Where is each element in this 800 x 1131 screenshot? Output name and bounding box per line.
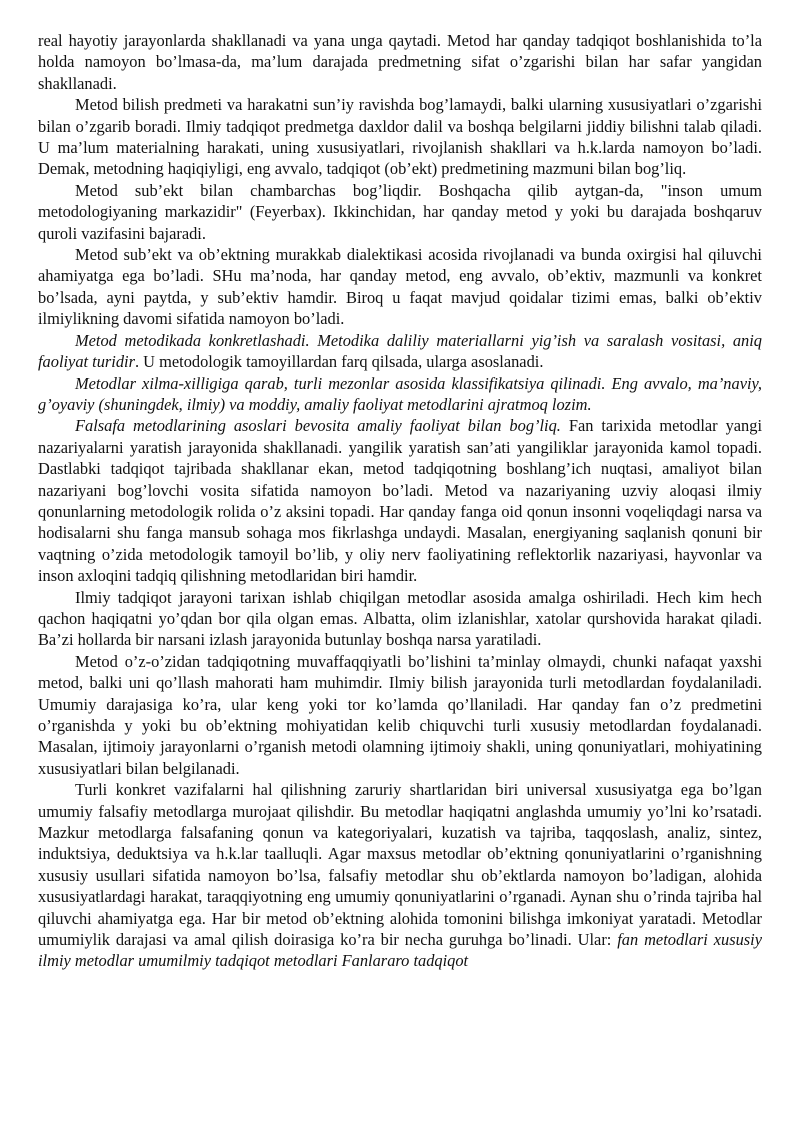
paragraph	[38, 779, 762, 972]
text-run: Metod o’z-o’zidan tadqiqotning muvaffaqqiyatli bo’lishini ta’minlay olmaydi, chunki nafaqat yaxshi metod, balki uni qo’llash mahorati ham muhimdir. Ilmiy bilish jarayonida turli metodlardan foydalaniladi. Umumiy darajasiga ko’ra, ular keng yoki tor ko’lamda qo’llaniladi. Har qanday fan o’z predmetini o’rganishda y yoki bu ob’ektning mohiyatidan kelib chiquvchi turli xususiy metodlardan foydalanadi. Masalan, ijtimoiy jarayonlarni o’rganish metodi olamning ijtimoiy shakli, uning qonuniyatlari, mohiyatining xususiyatlari bilan belgilanadi.	[38, 651, 762, 778]
text-run: Fan tarixida metodlar yangi nazariyalarni yaratish jarayonida shakllanadi. yangilik yaratish san’ati yangiliklar jarayonida kamol topadi. Dastlabki tadqiqot tajribada shakllanar ekan, metod tadqiqotning boshlang’ich nuqtasi, amaliyot bilan nazariyani bog’lovchi vosita sifatida namoyon bo’ladi. Metod va nazariyaning uzviy aloqasi ilmiy qonunlarning metodologik rolida o’z aksini topadi. Har qanday fanga oid qonun insonni voqeliqdagi narsa va hodisalarni shu fanga mansub sohaga mos fikrlashga undaydi. Masalan, energiyaning saqlanish qonuni bir vaqtning o’zida metodologik tamoyil bo’lib, y oliy nerv faoliyatining reflektorlik nazariyasi, hayvonlar va inson axloqini tadqiq qilishning metodlaridan biri hamdir.	[38, 416, 763, 586]
text-run: Metod sub’ekt bilan chambarchas bog’liqdir. Boshqacha qilib aytgan-da, "inson umum metodologiyaning markazidir" (Feyerbax). Ikkinchidan, har qanday metod y yoki bu darajada boshqaruv quroli vazifasini bajaradi.	[38, 180, 762, 243]
paragraph	[38, 244, 762, 330]
paragraph	[38, 373, 762, 416]
text-run: Ilmiy tadqiqot jarayoni tarixan ishlab chiqilgan metodlar asosida amalga oshiriladi. Hech kim hech qachon haqiqatni yo’qdan bor qila olgan emas. Albatta, olim izlanishlar, xatolar qurshovida harakat qiladi. Ba’zi hollarda bir narsani izlash jarayonida butunlay boshqa narsa yaratiladi.	[38, 587, 762, 650]
paragraph	[38, 651, 762, 779]
text-run: Turli konkret vazifalarni hal qilishning zaruriy shartlaridan biri universal xususiyatga ega bo’lgan umumiy falsafiy metodlarga murojaat qilishdir. Bu metodlar haqiqatni anglashda umumiy yo’lni ko’rsatadi. Mazkur metodlarga falsafaning qonun va kategoriyalari, kuzatish va tajriba, taqqoslash, analiz, sintez, induktsiya, deduktsiya va h.k.lar taalluqli. Agar maxsus metodlar ob’ektning qonuniyatlarini o’rganishning xususiy usullari sifatida namoyon bo’lsa, falsafiy metodlar shu ob’ektlarda namoyon bo’ladigan, alohida xususiyatlardagi harakat, taraqqiyotning eng umumiy qonuniyatlarini o’rganadi. Aynan shu o’rinda tajriba hal qiluvchi ahamiyatga ega. Har bir metod ob’ektning alohida tomonini bilishga imkoniyat yaratadi. Metodlar umumiylik darajasi va amal qilish doirasiga ko’ra bir necha guruhga bo’linadi. Ular:	[38, 780, 762, 950]
paragraph	[38, 94, 762, 180]
italic-text-run: Falsafa metodlarining asoslari bevosita amaliy faoliyat bilan bog’liq.	[75, 416, 561, 436]
document-body	[38, 30, 762, 972]
paragraph	[38, 330, 762, 373]
text-run: real hayotiy jarayonlarda shakllanadi va yana unga qaytadi. Metod har qanday tadqiqot boshlanishida to’la holda namoyon bo’lmasa-da, ma’lum darajada predmetning sifat o’zgarishi bilan har safar yangidan shakllanadi.	[38, 31, 762, 93]
paragraph	[38, 415, 762, 586]
italic-text-run: Metodlar xilma-xilligiga qarab, turli mezonlar asosida klassifikatsiya qilinadi. Eng avvalo, ma’naviy, g’oyaviy (shuningdek, ilmiy) va moddiy, amaliy faoliyat metodlarini ajratmoq lozim.	[38, 373, 762, 414]
paragraph	[38, 30, 762, 94]
paragraph	[38, 180, 762, 244]
text-run: Metod sub’ekt va ob’ektning murakkab dialektikasi acosida rivojlanadi va bunda oxirgisi hal qiluvchi ahamiyatga ega bo’ladi. SHu ma’noda, har qanday metod, eng avvalo, ob’ektiv, mazmunli va konkret bo’lsada, ayni paytda, y sub’ektiv hamdir. Biroq u faqat mavjud qoidalar tizimi emas, balki ob’ektiv ilmiylikning davomi sifatida namoyon bo’ladi.	[38, 245, 762, 329]
paragraph	[38, 587, 762, 651]
text-run: Metod bilish predmeti va harakatni sun’iy ravishda bog’lamaydi, balki ularning xususiyatlari o’zgarishi bilan o’zgarib boradi. Ilmiy tadqiqot predmetga daxldor dalil va boshqa belgilarni jiddiy bilishni talab qiladi. U ma’lum materialning harakati, uning xususiyatlari, rivojlanish shakllari va h.k.larda namoyon bo’ladi. Demak, metodning haqiqiyligi, eng avvalo, tadqiqot (ob’ekt) predmetining mazmuni bilan bog’liq.	[38, 95, 762, 179]
text-run: . U metodologik tamoyillardan farq qilsada, ularga asoslanadi.	[134, 352, 544, 372]
italic-text-run: Metod metodikada konkretlashadi. Metodika daliliy materiallarni yig’ish va saralash vositasi, aniq faoliyat turidir	[38, 330, 762, 372]
italic-text-run: fan metodlari xususiy ilmiy metodlar umumilmiy tadqiqot metodlari Fanlararo tadqiqot	[38, 930, 762, 971]
